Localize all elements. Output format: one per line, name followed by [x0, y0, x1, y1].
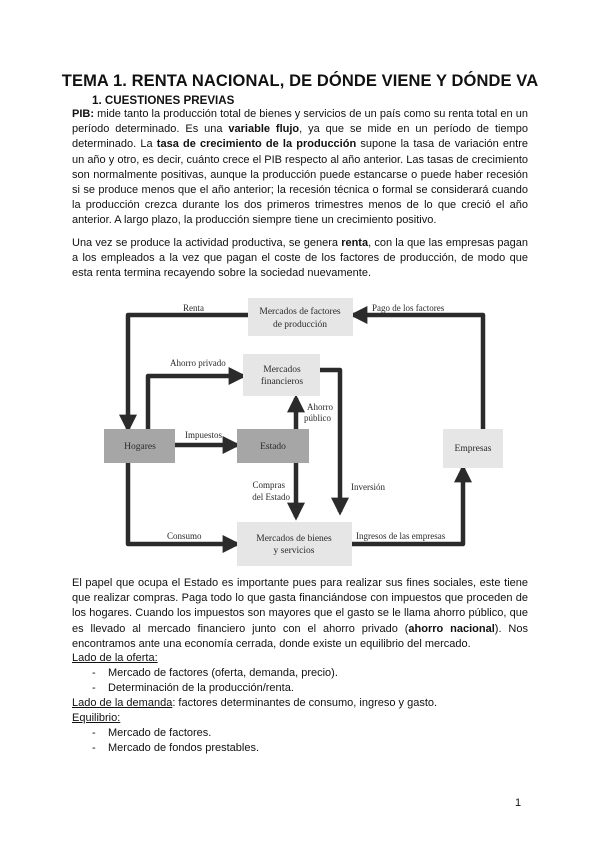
bold-term: variable flujo	[228, 123, 300, 136]
equilibrio-label: Equilibrio:	[72, 712, 121, 724]
paragraph-text: ). Nos encontramos ante una economía cerrada, donde existe un equilibrio del mercado.	[72, 622, 528, 650]
pib-term: PIB:	[72, 108, 94, 120]
list-item-text: Mercado de factores (oferta, demanda, precio).	[108, 667, 338, 679]
node-mercados-financieros	[243, 354, 320, 396]
list-item	[92, 727, 211, 739]
node-label: financieros	[260, 377, 304, 387]
list-item	[92, 742, 259, 754]
bold-term: tasa de crecimiento de la producción	[156, 138, 357, 151]
section-heading: 1. CUESTIONES PREVIAS	[92, 94, 235, 107]
circular-flow-diagram	[0, 290, 600, 575]
node-label: Hogares	[124, 442, 156, 452]
paragraph-renta	[72, 236, 528, 282]
flow-ahorro-privado-arrow	[148, 376, 243, 429]
node-label: Mercados de factores	[259, 307, 341, 317]
page-number: 1	[515, 797, 522, 809]
demanda-text: : factores determinantes de consumo, ingreso y gasto.	[172, 697, 438, 709]
list-item	[92, 667, 338, 679]
demanda-label: Lado de la demanda	[72, 697, 173, 709]
flow-label-renta: Renta	[183, 303, 204, 313]
node-mercados-bienes	[237, 522, 352, 566]
list-item-text: Mercado de factores.	[108, 727, 212, 739]
bold-term: ahorro nacional	[408, 622, 495, 635]
node-label: Empresas	[454, 444, 492, 454]
flow-label-pago-factores: Pago de los factores	[372, 303, 445, 313]
bold-term: renta	[341, 237, 369, 249]
flow-label-ahorro-publico: público	[304, 413, 331, 423]
paragraph-text: El papel que ocupa el Estado es importante pues para realizar sus fines sociales, este tiene que realizar compras. Paga todo lo que gasta financiándose con impuestos que proceden de los hogares. Cuando los impuestos son mayores que el gasto se le llama ahorro público, que es llevado al mercado financiero junto con el ahorro privado (	[72, 577, 528, 635]
flow-label-ahorro-privado: Ahorro privado	[170, 358, 226, 368]
paragraph-pib	[72, 107, 528, 229]
flow-label-impuestos: Impuestos	[185, 430, 222, 440]
flow-label-inversion: Inversión	[351, 482, 385, 492]
node-label: y servicios	[273, 546, 315, 556]
list-dash: -	[92, 727, 96, 739]
flow-inversion-arrow	[320, 370, 340, 512]
list-item	[92, 682, 294, 694]
flow-label-ingresos: Ingresos de las empresas	[356, 531, 446, 541]
paragraph-text: mide tanto la producción total de bienes y servicios de un país como su renta total en un período determinado. Es una	[72, 108, 528, 136]
list-item-text: Determinación de la producción/renta.	[108, 682, 294, 694]
paragraph-text: , con la que las empresas pagan a los empleados a la vez que pagan el coste de los factores de producción, de modo que esta renta termina recayendo sobre la sociedad nuevamente.	[72, 237, 528, 280]
paragraph-estado	[72, 576, 528, 652]
list-item-text: Mercado de fondos prestables.	[108, 742, 260, 754]
flow-label-ahorro-publico: Ahorro	[307, 402, 333, 412]
flow-label-compras: del Estado	[252, 492, 290, 502]
list-dash: -	[92, 667, 96, 679]
page-title: TEMA 1. RENTA NACIONAL, DE DÓNDE VIENE Y DÓNDE VA	[61, 72, 539, 90]
list-dash: -	[92, 742, 96, 754]
node-mercados-factores	[248, 298, 353, 336]
node-label: Estado	[260, 442, 286, 452]
list-dash: -	[92, 682, 96, 694]
node-label: Mercados de bienes	[256, 534, 332, 544]
paragraph-text: Una vez se produce la actividad productiva, se genera	[72, 237, 342, 249]
node-label: Mercados	[263, 365, 301, 375]
flow-label-compras: Compras	[252, 480, 285, 490]
oferta-label: Lado de la oferta:	[72, 652, 158, 664]
flow-label-consumo: Consumo	[167, 531, 202, 541]
paragraph-text: supone la tasa de variación entre un año y otro, es decir, cuánto crece el PIB respecto al año anterior. Las tasas de crecimiento son normalmente positivas, aunque la producción puede estancarse o puede haber recesión si se produce menos que el año anterior; la recesión técnica o formal se considerará cuando la producción crezca durante los dos primeros trimestres menos de lo que creció el año anterior. A largo plazo, la producción siempre tiene un crecimiento positivo.	[72, 138, 528, 227]
paragraph-text: , ya que se mide en un período de tiempo determinado. La	[72, 123, 528, 151]
flow-pago-factores-arrow	[353, 315, 483, 429]
demanda-line	[72, 697, 437, 709]
node-label: de producción	[272, 320, 328, 330]
